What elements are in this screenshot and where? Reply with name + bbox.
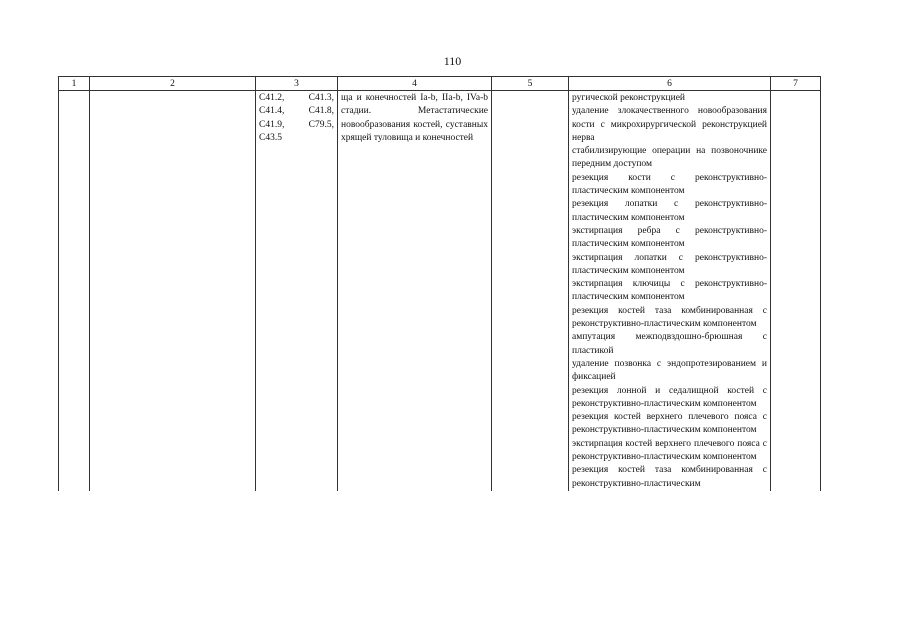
procedure-item: резекция кости с реконструктивно-пластическим компонентом: [572, 172, 767, 197]
procedure-item: экстирпация ключицы с реконструктивно-пластическим компонентом: [572, 279, 767, 303]
icd-code: C43.5: [259, 132, 282, 143]
header-col-2: 2: [90, 77, 256, 91]
icd-code: C41.9,: [259, 119, 285, 130]
icd-code: C41.3,: [308, 93, 334, 103]
procedure-item: удаление злокачественного новообразования кости с микрохирургической реконструкцией нерва: [572, 106, 767, 143]
icd-code: C41.2,: [259, 93, 285, 103]
icd-code-list: [259, 92, 334, 145]
cell-col-7: [771, 91, 821, 491]
procedure-item: экстирпация лопатки с реконструктивно-пластическим компонентом: [572, 252, 767, 276]
cell-diagnosis: ща и конечностей Ia-b, IIa-b, IVa-b стадии. Метастатические новообразования костей, суставных хрящей туловища и конечностей: [338, 91, 492, 491]
procedure-item: резекция костей таза комбинированная с реконструктивно-пластическим: [572, 465, 767, 489]
procedure-item: ругической реконструкцией: [572, 93, 686, 103]
header-col-6: 6: [569, 77, 771, 91]
procedure-item: стабилизирующие операции на позвоночнике передним доступом: [572, 146, 767, 170]
procedure-item: экстирпация костей верхнего плечевого пояса с реконструктивно-пластическим компонентом: [572, 438, 767, 463]
procedure-item: удаление позвонка с эндопротезированием и фиксацией: [572, 358, 767, 383]
header-col-7: 7: [771, 77, 821, 91]
procedure-item: резекция костей таза комбинированная с реконструктивно-пластическим компонентом: [572, 305, 767, 330]
procedure-item: экстирпация ребра с реконструктивно-пластическим компонентом: [572, 225, 767, 250]
header-col-4: 4: [338, 77, 492, 91]
procedure-item: резекция лонной и седалищной костей с реконструктивно-пластическим компонентом: [572, 385, 767, 409]
procedures-table: [58, 76, 821, 491]
cell-col-5: [492, 91, 569, 491]
page-number: 110: [443, 54, 462, 68]
cell-col-1: [59, 91, 90, 491]
table-row: [59, 91, 821, 491]
header-col-5: 5: [492, 77, 569, 91]
procedure-item: ампутация межподвздошно-брюшная с пластикой: [572, 332, 767, 356]
procedure-item: резекция костей верхнего плечевого пояса с реконструктивно-пластическим компонентом: [572, 412, 767, 436]
cell-col-2: [90, 91, 256, 491]
cell-icd-codes: [256, 91, 338, 491]
icd-code: C41.8,: [308, 106, 334, 117]
header-col-1: 1: [59, 77, 90, 91]
procedure-item: резекция лопатки с реконструктивно-пластическим компонентом: [572, 199, 767, 223]
cell-procedures: [569, 91, 771, 491]
table-header-row: [59, 77, 821, 91]
icd-code: C41.4,: [259, 106, 285, 117]
header-col-3: 3: [256, 77, 338, 91]
icd-code: [299, 132, 335, 145]
icd-code: C79.5,: [308, 119, 334, 130]
